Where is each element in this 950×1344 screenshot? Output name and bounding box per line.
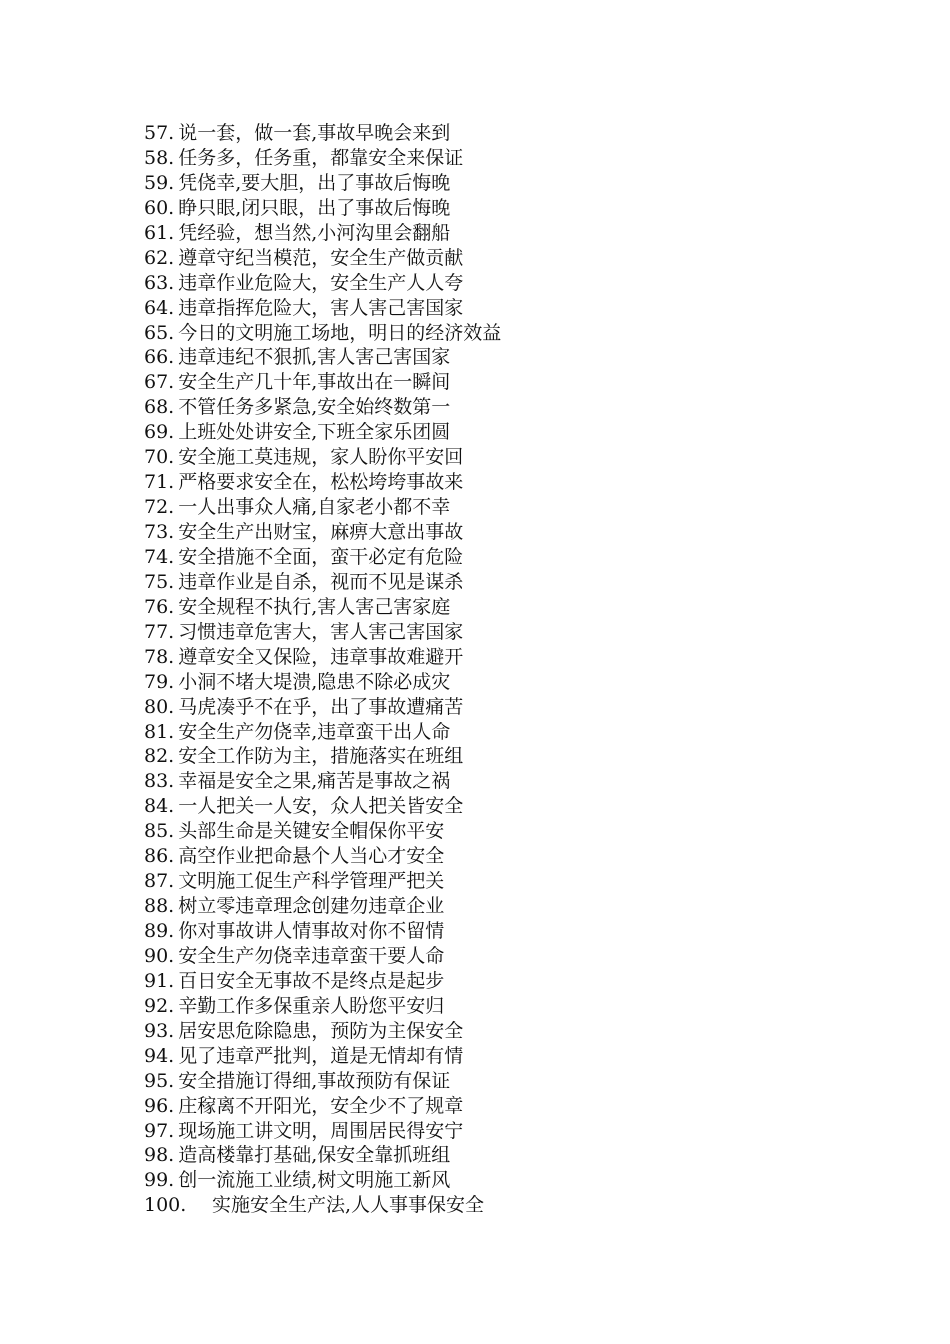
- list-item: [144, 894, 501, 919]
- list-item: [144, 969, 501, 994]
- list-item: [144, 670, 501, 695]
- item-text: 遵章安全又保险，违章事故难避开: [178, 645, 464, 668]
- item-number: 75.: [144, 570, 175, 593]
- list-item: [144, 1069, 501, 1094]
- list-item: [144, 919, 501, 944]
- list-item: [144, 370, 501, 395]
- item-number: 88.: [144, 895, 175, 918]
- item-text: 安全生产几十年,事故出在一瞬间: [178, 371, 451, 394]
- item-number: 63.: [144, 271, 175, 294]
- list-item: [144, 1168, 501, 1193]
- list-item: [144, 445, 501, 470]
- item-number: 99.: [144, 1169, 175, 1192]
- list-item: [144, 794, 501, 819]
- item-text: 一人把关一人安，众人把关皆安全: [178, 795, 464, 818]
- list-item: [144, 171, 501, 196]
- item-text: 习惯违章危害大，害人害己害国家: [178, 620, 464, 643]
- list-item: [144, 695, 501, 720]
- list-item: [144, 545, 501, 570]
- item-text: 树立零违章理念创建勿违章企业: [178, 895, 445, 918]
- item-number: 83.: [144, 770, 175, 793]
- item-text: 安全措施订得细,事故预防有保证: [178, 1069, 451, 1092]
- item-text: 幸福是安全之果,痛苦是事故之祸: [178, 770, 451, 793]
- list-item: [144, 345, 501, 370]
- item-number: 78.: [144, 645, 175, 668]
- item-number: 57.: [144, 122, 175, 144]
- item-text: 不管任务多紧急,安全始终数第一: [178, 396, 451, 419]
- item-number: 72.: [144, 496, 175, 519]
- item-text: 庄稼离不开阳光，安全少不了规章: [178, 1094, 464, 1117]
- item-text: 安全生产勿侥幸违章蛮干要人命: [178, 944, 445, 967]
- item-number: 65.: [144, 321, 175, 344]
- item-text: 你对事故讲人情事故对你不留情: [178, 920, 445, 942]
- item-number: 97.: [144, 1119, 175, 1142]
- item-number: 82.: [144, 745, 175, 768]
- item-number: 92.: [144, 994, 175, 1017]
- item-text: 安全生产出财宝，麻痹大意出事故: [178, 521, 464, 543]
- item-number: 93.: [144, 1019, 175, 1042]
- item-text: 见了违章严批判，道是无情却有情: [178, 1044, 464, 1067]
- list-item: [144, 869, 501, 894]
- list-item: [144, 1143, 501, 1168]
- item-number: 64.: [144, 296, 175, 319]
- item-text: 今日的文明施工场地，明日的经济效益: [178, 321, 502, 344]
- item-text: 现场施工讲文明，周围居民得安宁: [178, 1119, 464, 1142]
- list-item: [144, 994, 501, 1019]
- item-text: 头部生命是关键安全帽保你平安: [178, 820, 445, 843]
- item-number: 89.: [144, 920, 175, 942]
- item-number: 96.: [144, 1094, 175, 1117]
- list-item: [144, 1019, 501, 1044]
- item-number: 58.: [144, 146, 175, 169]
- item-number: 76.: [144, 595, 175, 618]
- list-item: [144, 844, 501, 869]
- item-number: 81.: [144, 720, 175, 743]
- list-item: [144, 570, 501, 595]
- list-item: [144, 146, 501, 171]
- list-item: [144, 296, 501, 321]
- item-number: 60.: [144, 196, 175, 219]
- list-item: [144, 769, 501, 794]
- item-text: 安全措施不全面，蛮干必定有危险: [178, 545, 464, 568]
- item-text: 辛勤工作多保重亲人盼您平安归: [178, 994, 445, 1017]
- item-number: 85.: [144, 820, 175, 843]
- list-item: [144, 645, 501, 670]
- item-number: 69.: [144, 421, 175, 444]
- item-number: 68.: [144, 396, 175, 419]
- item-number: 100.: [144, 1194, 187, 1217]
- item-number: 87.: [144, 870, 175, 893]
- item-text: 实施安全生产法,人人事事保安全: [212, 1194, 485, 1217]
- item-number: 91.: [144, 969, 175, 992]
- item-text: 上班处处讲安全,下班全家乐团圆: [178, 421, 451, 444]
- item-text: 创一流施工业绩,树文明施工新风: [178, 1169, 451, 1192]
- item-text: 安全生产勿侥幸,违章蛮干出人命: [178, 720, 451, 743]
- item-text: 高空作业把命悬个人当心才安全: [178, 845, 445, 868]
- item-number: 84.: [144, 795, 175, 818]
- item-text: 安全规程不执行,害人害己害家庭: [178, 595, 451, 618]
- list-item: [144, 744, 501, 769]
- item-text: 马虎凑乎不在乎，出了事故遭痛苦: [178, 695, 464, 718]
- item-number: 71.: [144, 471, 175, 494]
- item-text: 凭经验，想当然,小河沟里会翻船: [178, 221, 451, 244]
- item-text: 安全施工莫违规，家人盼你平安回: [178, 446, 464, 469]
- item-text: 小洞不堵大堤溃,隐患不除必成灾: [178, 670, 451, 693]
- item-number: 80.: [144, 695, 175, 718]
- list-item: [144, 520, 501, 545]
- item-text: 遵章守纪当模范，安全生产做贡献: [178, 246, 464, 269]
- item-number: 95.: [144, 1069, 175, 1092]
- item-text: 百日安全无事故不是终点是起步: [178, 969, 445, 992]
- list-item: [144, 720, 501, 745]
- item-number: 61.: [144, 221, 175, 244]
- item-number: 94.: [144, 1044, 175, 1067]
- item-number: 77.: [144, 620, 175, 643]
- item-number: 98.: [144, 1144, 175, 1167]
- item-text: 文明施工促生产科学管理严把关: [178, 870, 445, 893]
- item-number: 86.: [144, 845, 175, 868]
- list-item: [144, 271, 501, 296]
- item-number: 66.: [144, 346, 175, 369]
- item-text: 凭侥幸,要大胆，出了事故后悔晚: [178, 171, 451, 194]
- item-number: 70.: [144, 446, 175, 469]
- list-item: [144, 121, 501, 146]
- item-text: 违章作业危险大，安全生产人人夸: [178, 271, 464, 294]
- list-item: [144, 944, 501, 969]
- item-text: 安全工作防为主，措施落实在班组: [178, 745, 464, 768]
- list-item: [144, 595, 501, 620]
- list-item: [144, 620, 501, 645]
- list-item: [144, 321, 501, 346]
- item-text: 睁只眼,闭只眼，出了事故后悔晚: [178, 196, 451, 219]
- list-item: [144, 395, 501, 420]
- item-number: 79.: [144, 670, 175, 693]
- list-item: [144, 819, 501, 844]
- item-number: 62.: [144, 246, 175, 269]
- item-text: 说一套，做一套,事故早晚会来到: [178, 122, 451, 144]
- item-text: 造高楼靠打基础,保安全靠抓班组: [178, 1144, 451, 1167]
- list-item: [144, 495, 501, 520]
- item-number: 74.: [144, 545, 175, 568]
- item-text: 违章作业是自杀，视而不见是谋杀: [178, 570, 464, 593]
- list-item: [144, 221, 501, 246]
- list-item: [144, 246, 501, 271]
- list-item: [144, 1119, 501, 1144]
- item-text: 居安思危除隐患，预防为主保安全: [178, 1019, 464, 1042]
- item-text: 违章指挥危险大，害人害己害国家: [178, 296, 464, 319]
- list-item: [144, 470, 501, 495]
- list-item: [144, 1044, 501, 1069]
- item-number: 73.: [144, 521, 175, 543]
- item-number: 90.: [144, 944, 175, 967]
- list-item: [144, 420, 501, 445]
- item-text: 违章违纪不狠抓,害人害己害国家: [178, 346, 451, 369]
- slogan-list: [144, 121, 501, 1218]
- item-number: 67.: [144, 371, 175, 394]
- item-text: 任务多，任务重，都靠安全来保证: [178, 146, 464, 169]
- list-item: [144, 1193, 501, 1218]
- item-number: 59.: [144, 171, 175, 194]
- item-text: 一人出事众人痛,自家老小都不幸: [178, 496, 451, 519]
- list-item: [144, 196, 501, 221]
- list-item: [144, 1094, 501, 1119]
- item-text: 严格要求安全在，松松垮垮事故来: [178, 471, 464, 494]
